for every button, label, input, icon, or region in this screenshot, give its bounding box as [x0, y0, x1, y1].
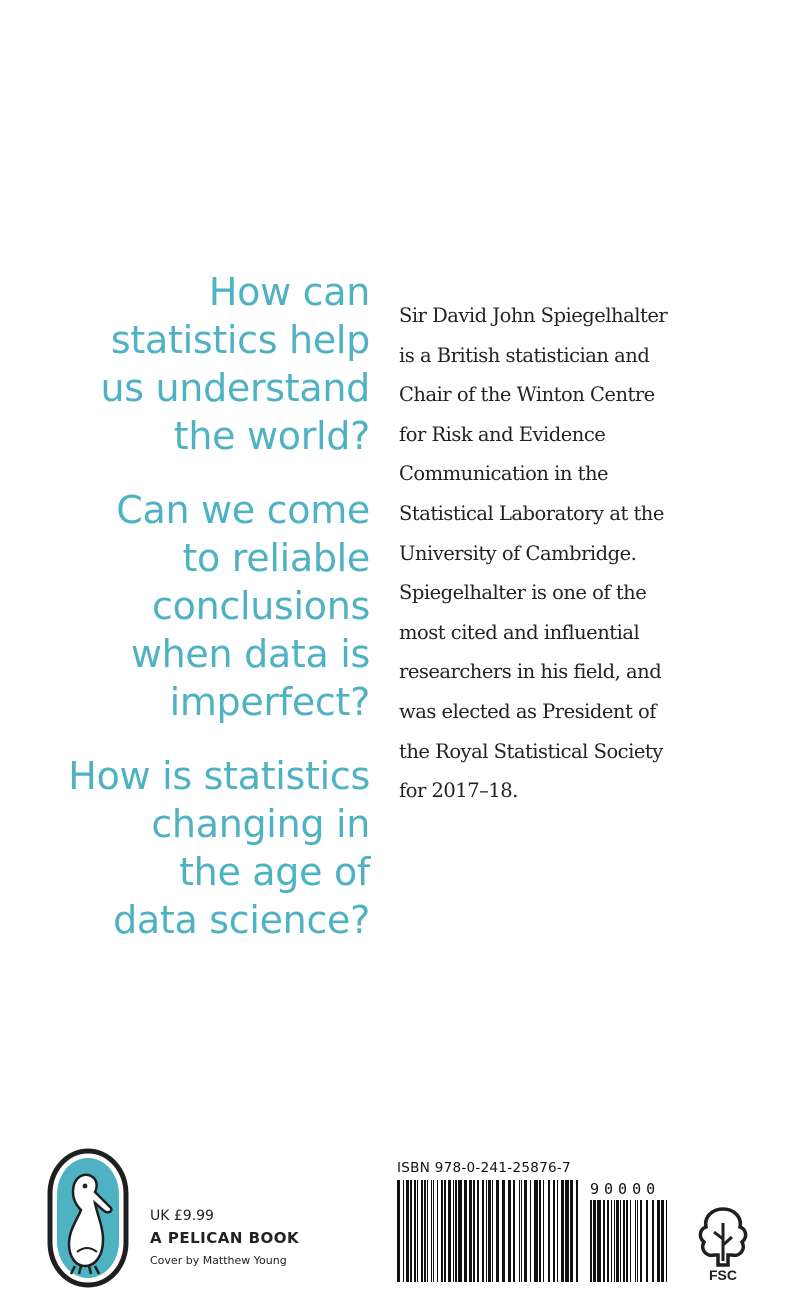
- barcode-bar: [464, 1180, 467, 1282]
- barcode-bar: [539, 1180, 541, 1282]
- fsc-tree-icon: [694, 1205, 752, 1283]
- question-line: How is statistics: [68, 754, 370, 798]
- barcode-bar: [626, 1200, 628, 1282]
- barcode-bar: [496, 1180, 499, 1282]
- barcode-bar: [455, 1180, 457, 1282]
- barcode-bar: [557, 1180, 558, 1282]
- barcode-bar: [437, 1180, 438, 1282]
- barcode-bar: [453, 1180, 454, 1282]
- barcode-bar: [646, 1200, 648, 1282]
- question-line: us understand: [100, 366, 370, 410]
- barcode-bar: [448, 1180, 451, 1282]
- price: UK £9.99: [150, 1208, 214, 1224]
- barcode-bar: [417, 1180, 418, 1282]
- question-line: changing in: [151, 802, 370, 846]
- barcode-bar: [553, 1180, 555, 1282]
- barcode-bar: [534, 1180, 538, 1282]
- question-3: [40, 752, 370, 944]
- barcode-bar: [576, 1180, 578, 1282]
- barcode-bar: [508, 1180, 511, 1282]
- barcode-bar: [414, 1180, 416, 1282]
- barcode-bar: [635, 1200, 636, 1282]
- barcode-addon: [590, 1200, 670, 1282]
- question-line: the world?: [173, 414, 370, 458]
- barcode-bar: [652, 1200, 654, 1282]
- barcode-bar: [488, 1180, 491, 1282]
- barcode-bar: [607, 1200, 609, 1282]
- barcode-bar: [521, 1180, 522, 1282]
- barcode-bar: [530, 1180, 531, 1282]
- question-2: [40, 486, 370, 726]
- pelican-icon: [47, 1148, 129, 1288]
- barcode-bar: [427, 1180, 428, 1282]
- question-1: [40, 268, 370, 460]
- barcode-bar: [441, 1180, 443, 1282]
- barcode-bar: [421, 1180, 423, 1282]
- barcode-bar: [565, 1180, 569, 1282]
- barcode-bar: [657, 1200, 660, 1282]
- barcode-bar: [637, 1200, 638, 1282]
- barcode-bar: [458, 1180, 462, 1282]
- barcode-bar: [492, 1180, 493, 1282]
- barcode-bar: [424, 1180, 426, 1282]
- barcode-bar: [561, 1180, 564, 1282]
- question-line: Can we come: [116, 488, 370, 532]
- cover-credit: Cover by Matthew Young: [150, 1254, 287, 1267]
- barcode-bar: [502, 1180, 505, 1282]
- barcode-bar: [630, 1200, 631, 1282]
- barcode-bar: [477, 1180, 479, 1282]
- barcode-bar: [524, 1180, 527, 1282]
- barcode-bar: [473, 1180, 475, 1282]
- barcode-bar: [620, 1200, 621, 1282]
- barcode-addon-digits: 90000: [590, 1180, 661, 1198]
- barcode-bar: [433, 1180, 434, 1282]
- barcode-bar: [593, 1200, 596, 1282]
- barcode-bar: [397, 1180, 400, 1282]
- barcode-bar: [513, 1180, 515, 1282]
- question-line: data science?: [113, 898, 370, 942]
- isbn-label: ISBN 978-0-241-25876-7: [397, 1160, 571, 1176]
- barcode-bar: [431, 1180, 432, 1282]
- barcode-bar: [666, 1200, 667, 1282]
- question-line: How can: [208, 270, 370, 314]
- barcode: [397, 1180, 581, 1282]
- barcode-bar: [469, 1180, 472, 1282]
- imprint: A PELICAN BOOK: [150, 1229, 300, 1247]
- questions-block: [40, 268, 370, 970]
- question-line: the age of: [179, 850, 370, 894]
- barcode-bar: [543, 1180, 544, 1282]
- barcode-bar: [640, 1200, 642, 1282]
- question-line: statistics help: [110, 318, 370, 362]
- barcode-bar: [661, 1200, 664, 1282]
- barcode-bar: [616, 1200, 619, 1282]
- barcode-bar: [444, 1180, 446, 1282]
- barcode-bar: [623, 1200, 625, 1282]
- barcode-bar: [410, 1180, 412, 1282]
- barcode-bar: [611, 1200, 612, 1282]
- question-line: imperfect?: [169, 680, 370, 724]
- barcode-bar: [482, 1180, 484, 1282]
- barcode-bar: [486, 1180, 487, 1282]
- question-line: when data is: [130, 632, 370, 676]
- barcode-bar: [614, 1200, 615, 1282]
- barcode-bar: [590, 1200, 592, 1282]
- question-line: to reliable: [182, 536, 370, 580]
- pricing-block: [150, 1207, 299, 1270]
- barcode-bar: [603, 1200, 605, 1282]
- barcode-bar: [597, 1200, 601, 1282]
- barcode-bar: [570, 1180, 573, 1282]
- fsc-label: FSC: [709, 1267, 737, 1283]
- author-bio: Sir David John Spiegelhalter is a British statistician and Chair of the Winton Centre for Risk and Evidence Communication in the Statistical Laboratory at the University of Cambridge. Spiegelhalter is one of the most cited and influential researchers in his field, and was elected as President of the Royal Statistical Society for 2017–18.: [399, 304, 668, 803]
- question-line: conclusions: [152, 584, 370, 628]
- barcode-bar: [548, 1180, 550, 1282]
- barcode-bar: [406, 1180, 409, 1282]
- barcode-bar: [403, 1180, 404, 1282]
- barcode-bar: [519, 1180, 520, 1282]
